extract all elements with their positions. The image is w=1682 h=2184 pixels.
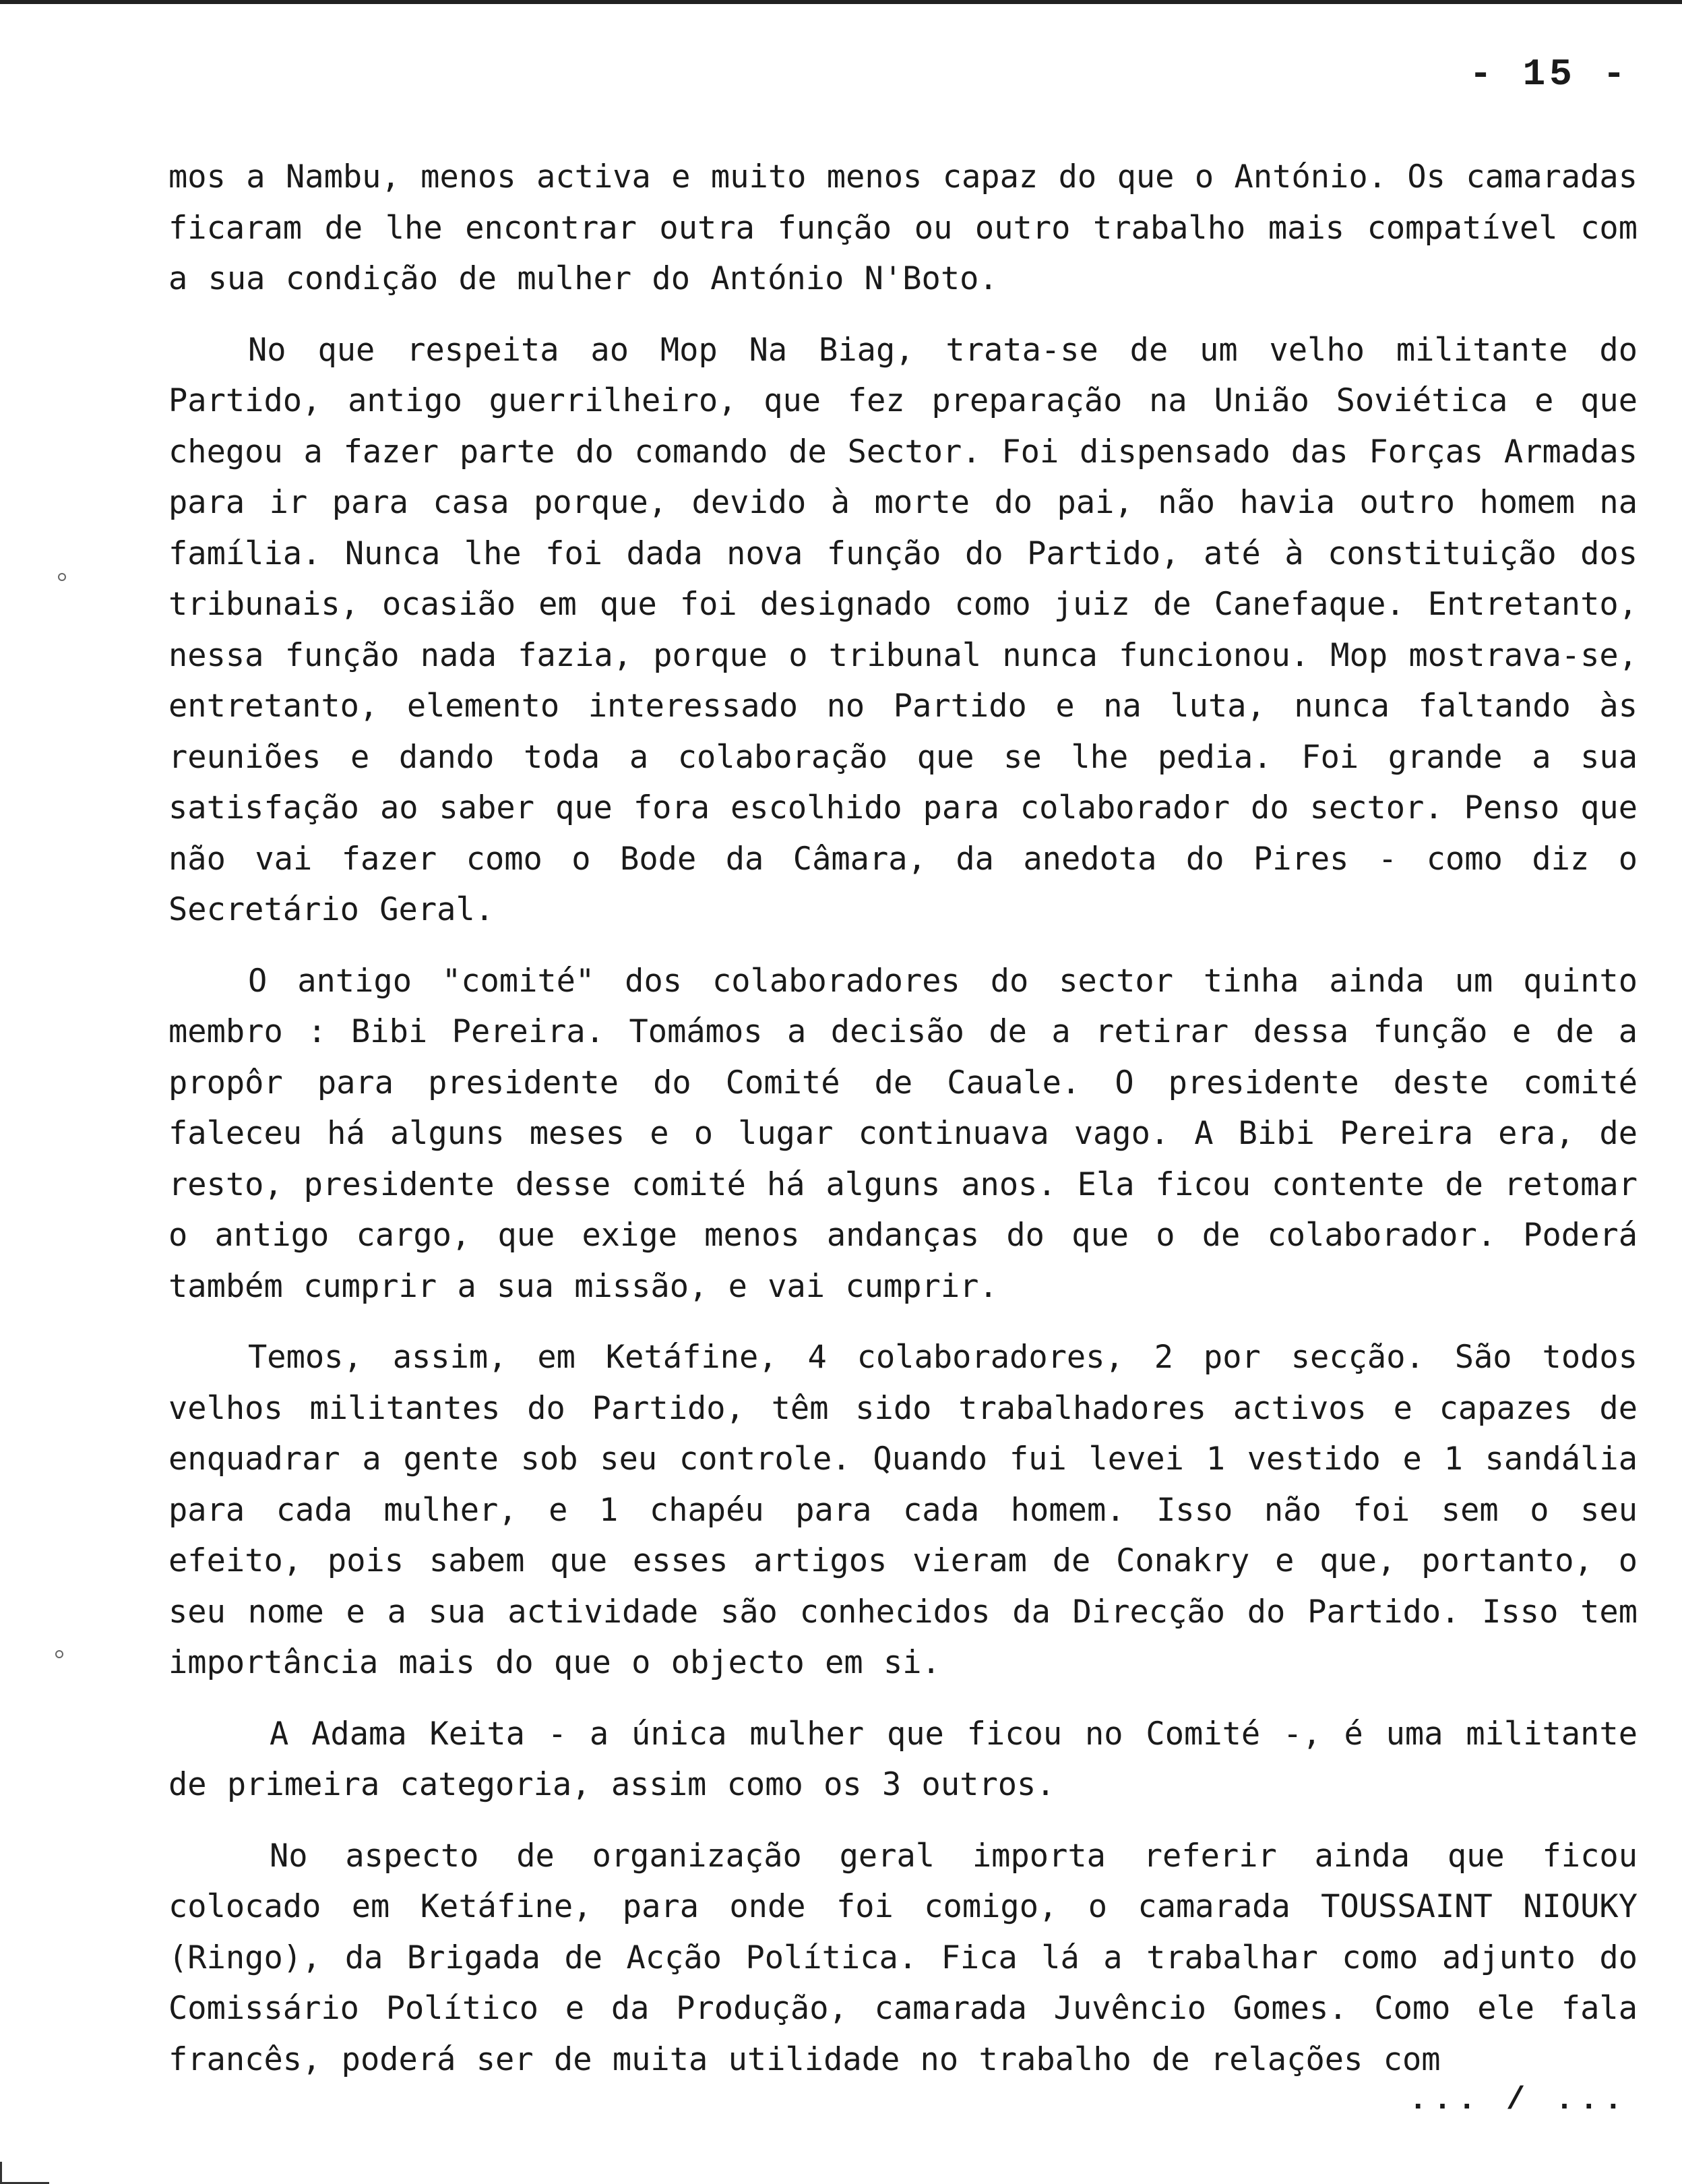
- paragraph-6: No aspecto de organização geral importa referir ainda que ficou colocado em Ketáfine, para onde foi comigo, o camarada TOUSSAINT NIOUKY (Ringo), da Brigada de Acção Política. Fica lá a trabalhar como adjunto do Comissário Político e da Produção, camarada Juvêncio Gomes. Como ele fala francês, poderá ser de muita utilidade no trabalho de relações com: [168, 1837, 1638, 2078]
- paragraph-5: A Adama Keita - a única mulher que ficou no Comité -, é uma militante de primeira categoria, assim como os 3 outros.: [168, 1715, 1638, 1803]
- margin-speck: [55, 1650, 63, 1658]
- continuation-marker: ... / ...: [1408, 2083, 1628, 2119]
- corner-crop-mark: [0, 2162, 49, 2184]
- top-border-line: [0, 0, 1682, 4]
- margin-speck: [58, 573, 66, 581]
- paragraph-2: No que respeita ao Mop Na Biag, trata-se de um velho militante do Partido, antigo guerrilheiro, que fez preparação na União Soviética e que chegou a fazer parte do comando de Sector. Foi dispensado das Forças Armadas para ir para casa porque, devido à morte do pai, não havia outro homem na família. Nunca lhe foi dada nova função do Partido, até à constituição dos tribunais, ocasião em que foi designado como juiz de Canefaque. Entretanto, nessa função nada fazia, porque o tribunal nunca funcionou. Mop mostrava-se, entretanto, elemento interessado no Partido e na luta, nunca faltando às reuniões e dando toda a colaboração que se lhe pedia. Foi grande a sua satisfação ao saber que fora escolhido para colaborador do sector. Penso que não vai fazer como o Bode da Câmara, da anedota do Pires - como diz o Secretário Geral.: [168, 331, 1638, 928]
- paragraph-1: mos a Nambu, menos activa e muito menos capaz do que o António. Os camaradas ficaram de lhe encontrar outra função ou outro trabalho mais compatível com a sua condição de mulher do António N'Boto.: [168, 158, 1638, 297]
- paragraph-3: O antigo "comité" dos colaboradores do sector tinha ainda um quinto membro : Bibi Pereira. Tomámos a decisão de a retirar dessa função e de a propôr para presidente do Comité de Cauale. O presidente deste comité faleceu há alguns meses e o lugar continuava vago. A Bibi Pereira era, de resto, presidente desse comité há alguns anos. Ela ficou contente de retomar o antigo cargo, que exige menos andanças do que o de colaborador. Poderá também cumprir a sua missão, e vai cumprir.: [168, 962, 1638, 1305]
- document-body: [168, 152, 1638, 2105]
- paragraph-4: Temos, assim, em Ketáfine, 4 colaboradores, 2 por secção. São todos velhos militantes do Partido, têm sido trabalhadores activos e capazes de enquadrar a gente sob seu controle. Quando fui levei 1 vestido e 1 sandália para cada mulher, e 1 chapéu para cada homem. Isso não foi sem o seu efeito, pois sabem que esses artigos vieram de Conakry e que, portanto, o seu nome e a sua actividade são conhecidos da Direcção do Partido. Isso tem importância mais do que o objecto em si.: [168, 1339, 1638, 1681]
- page-number: - 15 -: [1469, 53, 1629, 96]
